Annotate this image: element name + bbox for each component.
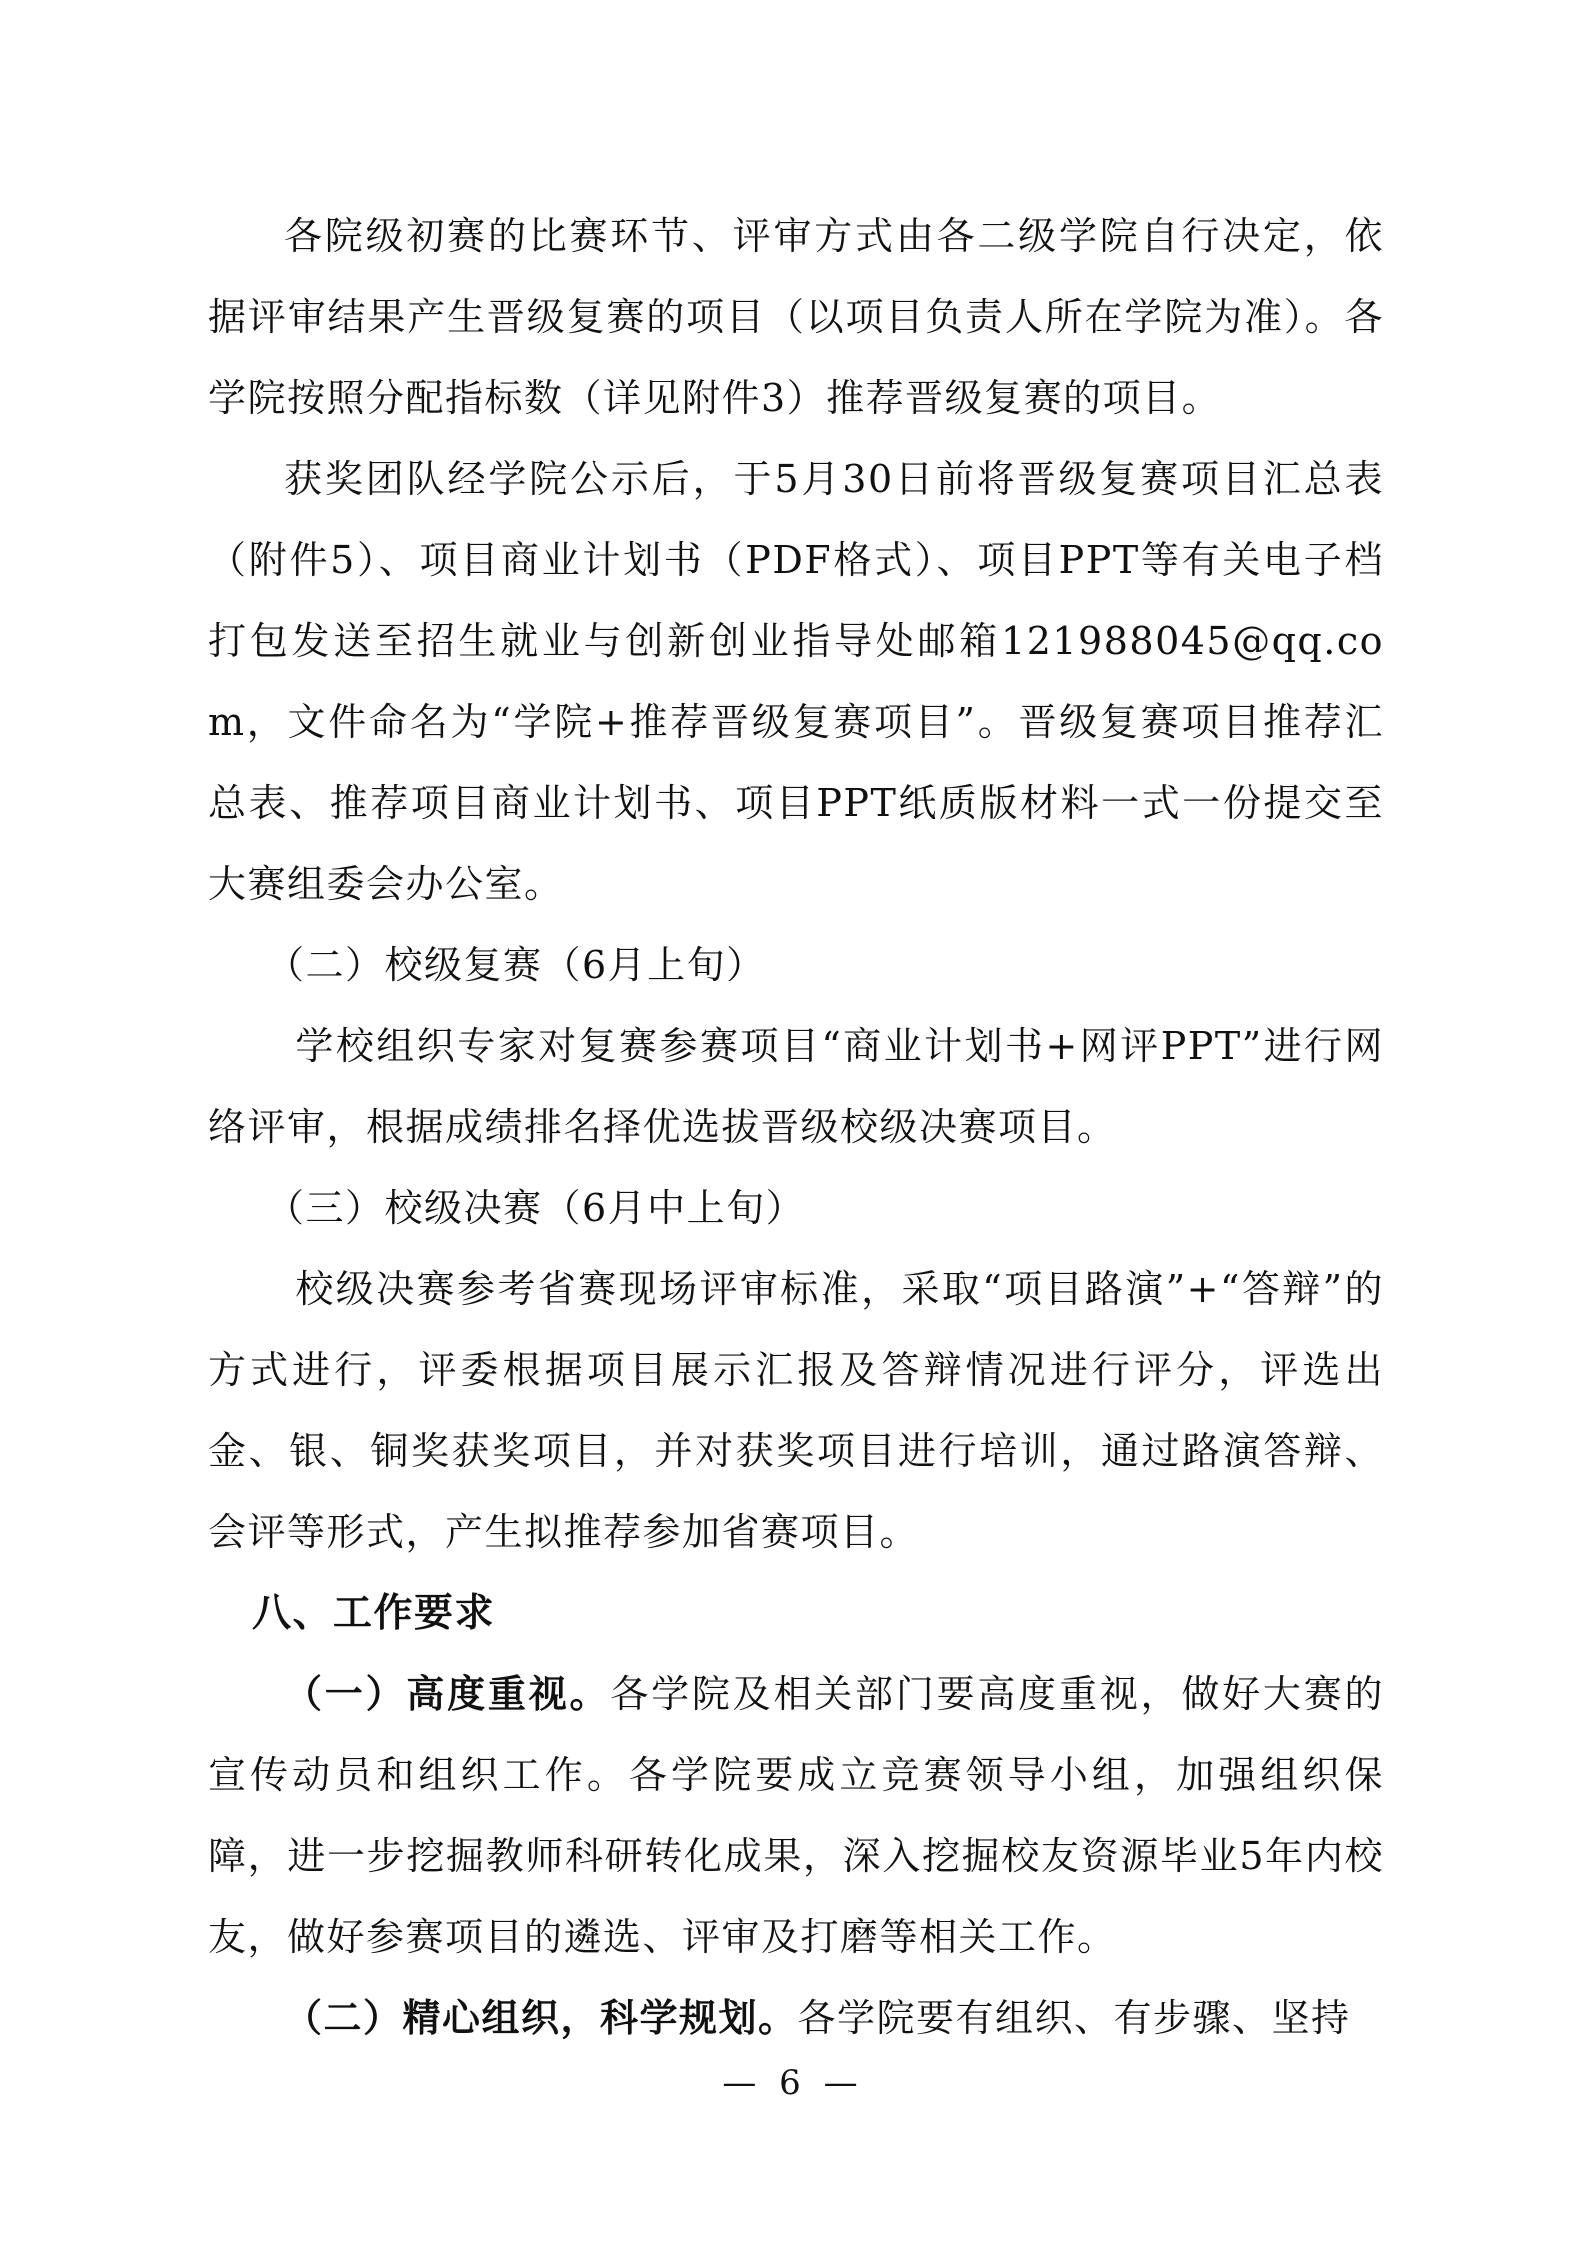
paragraph-semifinal-review: 学校组织专家对复赛参赛项目“商业计划书+网评PPT”进行网络评审，根据成绩排名择优选拔晋级校级决赛项目。	[208, 1024, 1384, 1149]
paragraph-lead-careful-organization: （二）精心组织，科学规划。	[284, 1996, 798, 2040]
section-heading-work-requirements: 八、工作要求	[252, 1591, 496, 1636]
heading-final: （三）校级决赛（6月中上旬）	[266, 1186, 806, 1230]
paragraph-body-careful-organization: 各学院要有组织、有步骤、坚持	[797, 1996, 1351, 2040]
paragraph-careful-organization	[208, 1978, 1384, 2059]
page-body	[208, 196, 1384, 2059]
page-number: — 6 —	[722, 2063, 864, 2103]
paragraph-lead-high-priority: （一）高度重视。	[284, 1672, 611, 1716]
paragraph-high-priority	[208, 1654, 1384, 1978]
paragraph-final-format: 校级决赛参考省赛现场评审标准，采取“项目路演”+“答辩”的方式进行，评委根据项目展示汇报及答辩情况进行评分，评选出金、银、铜奖获奖项目，并对获奖项目进行培训，通过路演答辩、会评等形式，产生拟推荐参加省赛项目。	[208, 1267, 1384, 1554]
paragraph-body-high-priority: 各学院及相关部门要高度重视，做好大赛的宣传动员和组织工作。各学院要成立竞赛领导小组，加强组织保障，进一步挖掘教师科研转化成果，深入挖掘校友资源毕业5年内校友，做好参赛项目的遴选、评审及打磨等相关工作。	[208, 1672, 1384, 1959]
paragraph-preliminary-rules: 各院级初赛的比赛环节、评审方式由各二级学院自行决定，依据评审结果产生晋级复赛的项目（以项目负责人所在学院为准）。各学院按照分配指标数（详见附件3）推荐晋级复赛的项目。	[208, 214, 1384, 420]
heading-semifinal: （二）校级复赛（6月上旬）	[266, 943, 766, 987]
paragraph-submission-instructions: 获奖团队经学院公示后，于5月30日前将晋级复赛项目汇总表（附件5）、项目商业计划书（PDF格式）、项目PPT等有关电子档打包发送至招生就业与创新创业指导处邮箱121988045@qq.com，文件命名为“学院+推荐晋级复赛项目”。晋级复赛项目推荐汇总表、推荐项目商业计划书、项目PPT纸质版材料一式一份提交至大赛组委会办公室。	[208, 457, 1384, 906]
